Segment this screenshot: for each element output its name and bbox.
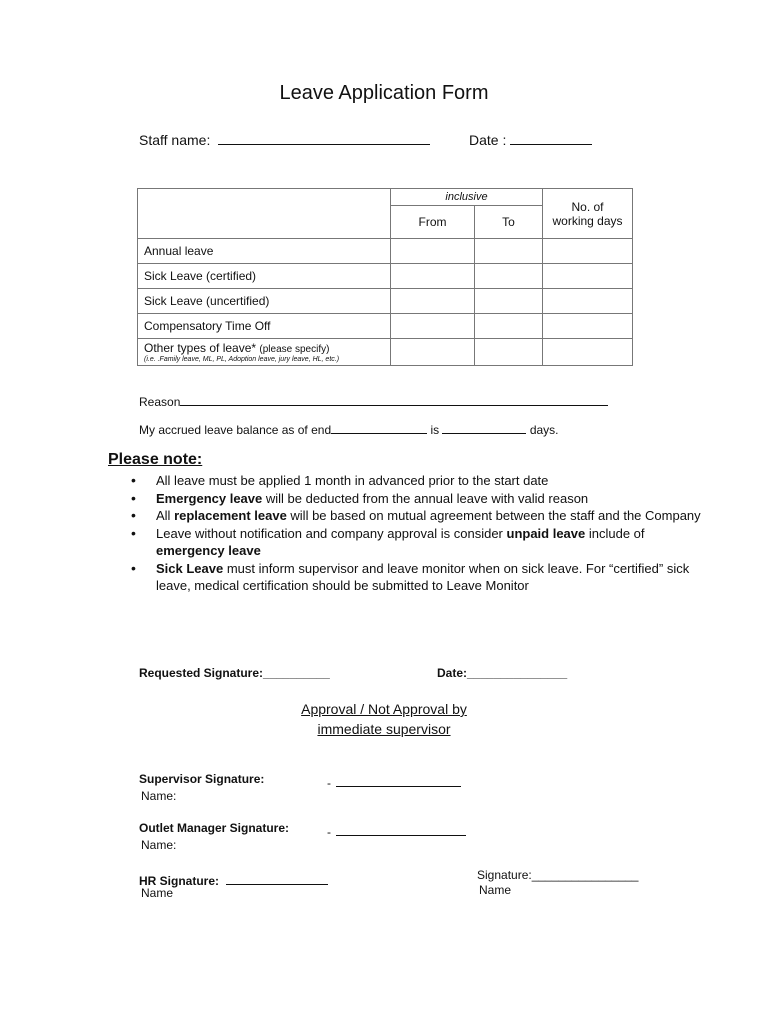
note-bold: Emergency leave bbox=[156, 490, 263, 506]
leave-type-sick-uncertified: Sick Leave (uncertified) bbox=[138, 289, 391, 314]
approval-heading-line1: Approval / Not Approval by bbox=[301, 701, 467, 717]
note-text: include of bbox=[585, 525, 645, 541]
header-to: To bbox=[475, 206, 543, 239]
notes-list bbox=[131, 472, 701, 595]
list-item bbox=[131, 560, 701, 595]
other-leave-examples: (i.e. .Family leave, ML, PL, Adoption leave, jury leave, HL, etc.) bbox=[144, 355, 340, 363]
note-text: All bbox=[156, 508, 175, 523]
header-working-days bbox=[543, 189, 633, 239]
other-leave-specify: (please specify) bbox=[259, 343, 330, 355]
supervisor-signature-row bbox=[327, 772, 461, 790]
requested-date[interactable]: Date:_______________ bbox=[437, 666, 568, 680]
list-item bbox=[131, 472, 701, 490]
reason-label: Reason bbox=[139, 395, 181, 409]
days-cell[interactable] bbox=[543, 264, 633, 289]
header-from: From bbox=[391, 206, 475, 239]
supervisor-name-label: Name: bbox=[141, 789, 177, 803]
reason-row bbox=[139, 391, 608, 409]
note-text: must inform supervisor and leave monitor when on sick leave. For “certified” sick leave, medical certification should be submitted to Leave Monitor bbox=[156, 560, 690, 593]
note-text: will be based on mutual agreement between the staff and the Company bbox=[286, 508, 701, 523]
balance-row bbox=[139, 419, 559, 437]
outlet-manager-signature-row bbox=[327, 821, 466, 839]
table-row bbox=[138, 289, 633, 314]
balance-label: My accrued leave balance as of end bbox=[139, 423, 332, 437]
note-heading: Please note: bbox=[108, 451, 203, 468]
hr-signature-label: HR Signature: bbox=[139, 874, 220, 888]
days-cell[interactable] bbox=[543, 314, 633, 339]
table-row bbox=[138, 339, 633, 366]
reason-field[interactable] bbox=[180, 391, 608, 406]
outlet-manager-signature-label: Outlet Manager Signature: bbox=[139, 821, 290, 835]
days-cell[interactable] bbox=[543, 339, 633, 366]
staff-name-label: Staff name: bbox=[139, 132, 211, 148]
staff-name-field[interactable] bbox=[218, 130, 430, 145]
header-days-line2: working days bbox=[552, 213, 623, 228]
to-cell[interactable] bbox=[475, 264, 543, 289]
right-name-label: Name bbox=[479, 883, 512, 897]
to-cell[interactable] bbox=[475, 239, 543, 264]
dash: - bbox=[327, 776, 331, 790]
note-text: Leave without notification and company approval is consider bbox=[156, 525, 507, 541]
from-cell[interactable] bbox=[391, 239, 475, 264]
from-cell[interactable] bbox=[391, 339, 475, 366]
date-row bbox=[469, 130, 592, 148]
leave-type-other bbox=[138, 339, 391, 366]
table-row bbox=[138, 264, 633, 289]
to-cell[interactable] bbox=[475, 289, 543, 314]
table-header-row bbox=[138, 189, 633, 206]
hr-name-label: Name bbox=[141, 886, 174, 900]
to-cell[interactable] bbox=[475, 314, 543, 339]
supervisor-signature-field[interactable] bbox=[336, 772, 461, 787]
leave-type-annual: Annual leave bbox=[138, 239, 391, 264]
date-label: Date : bbox=[469, 132, 507, 148]
leave-table bbox=[137, 188, 633, 366]
note-bold: replacement leave bbox=[174, 508, 287, 523]
balance-is-label: is bbox=[430, 423, 440, 437]
list-item bbox=[131, 525, 701, 560]
list-item bbox=[131, 490, 701, 508]
days-cell[interactable] bbox=[543, 239, 633, 264]
requested-signature[interactable]: Requested Signature:__________ bbox=[139, 666, 330, 680]
balance-days-field[interactable] bbox=[442, 419, 526, 434]
header-days-line1: No. of bbox=[571, 199, 604, 214]
leave-type-compensatory: Compensatory Time Off bbox=[138, 314, 391, 339]
list-item bbox=[131, 507, 701, 525]
note-bold: emergency leave bbox=[156, 543, 261, 558]
right-signature[interactable]: Signature:________________ bbox=[477, 868, 639, 882]
days-cell[interactable] bbox=[543, 289, 633, 314]
dash: - bbox=[327, 825, 331, 839]
hr-signature-field[interactable] bbox=[226, 870, 328, 885]
supervisor-signature-label: Supervisor Signature: bbox=[139, 772, 265, 786]
header-inclusive: inclusive bbox=[391, 189, 543, 206]
from-cell[interactable] bbox=[391, 289, 475, 314]
leave-type-sick-certified: Sick Leave (certified) bbox=[138, 264, 391, 289]
note-text: will be deducted from the annual leave with valid reason bbox=[262, 490, 589, 506]
outlet-manager-signature-field[interactable] bbox=[336, 821, 466, 836]
page-title: Leave Application Form bbox=[279, 82, 489, 104]
header-blank-cell bbox=[138, 189, 391, 239]
note-bold: Sick Leave bbox=[156, 560, 224, 576]
note-bold: unpaid leave bbox=[506, 525, 586, 541]
from-cell[interactable] bbox=[391, 264, 475, 289]
table-row bbox=[138, 314, 633, 339]
date-field[interactable] bbox=[510, 130, 592, 145]
staff-name-row bbox=[139, 130, 430, 148]
balance-end-field[interactable] bbox=[331, 419, 427, 434]
balance-days-label: days. bbox=[529, 423, 559, 437]
note-text: All leave must be applied 1 month in advanced prior to the start date bbox=[156, 473, 549, 488]
table-row bbox=[138, 239, 633, 264]
from-cell[interactable] bbox=[391, 314, 475, 339]
outlet-manager-name-label: Name: bbox=[141, 838, 177, 852]
other-leave-label: Other types of leave* bbox=[144, 340, 257, 355]
approval-heading-line2: immediate supervisor bbox=[317, 721, 451, 737]
to-cell[interactable] bbox=[475, 339, 543, 366]
